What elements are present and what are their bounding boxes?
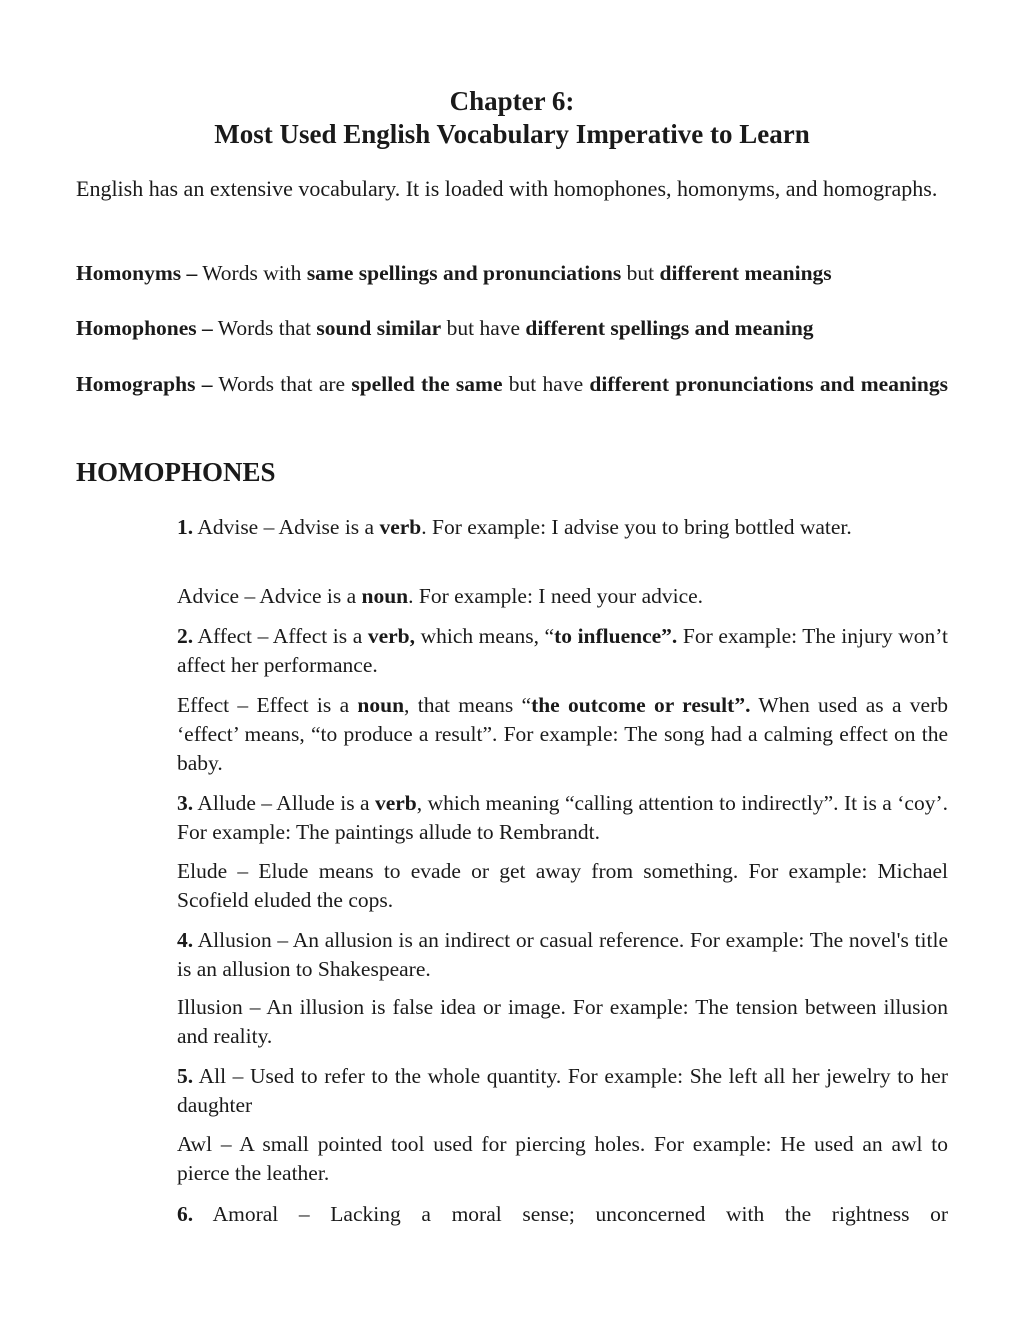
body-text: Words that bbox=[212, 316, 317, 340]
intro-paragraph: English has an extensive vocabulary. It is loaded with homophones, homonyms, and homographs. bbox=[76, 176, 938, 201]
homophone-entry bbox=[177, 622, 948, 680]
emphasis-text: different spellings and meaning bbox=[525, 316, 814, 340]
body-text: For example: The injury won’t affect her performance. bbox=[177, 624, 948, 677]
emphasis-text: spelled the same bbox=[351, 372, 503, 396]
emphasis-text: different pronunciations and meanings bbox=[589, 372, 948, 396]
definition-homonyms bbox=[76, 258, 948, 288]
homophone-entry bbox=[177, 582, 948, 611]
body-text: , that means “ bbox=[404, 693, 532, 717]
body-text: , which meaning “calling attention to indirectly”. It is a ‘coy’. For example: The paintings allude to Rembrandt. bbox=[177, 791, 949, 844]
definition-term: Homophones – bbox=[76, 316, 213, 340]
body-text: but have bbox=[441, 316, 526, 340]
body-text: Advice – Advice is a bbox=[177, 584, 362, 608]
entry-number: 6. bbox=[177, 1202, 194, 1226]
body-text: Words that are bbox=[212, 372, 352, 396]
homophone-entry bbox=[177, 1200, 948, 1229]
body-text: Effect – Effect is a bbox=[177, 693, 358, 717]
homophone-entry bbox=[177, 513, 948, 542]
body-text: Allude – Allude is a bbox=[193, 791, 375, 815]
homophone-entry bbox=[177, 993, 948, 1051]
homophone-entry bbox=[177, 1130, 948, 1188]
emphasis-text: same spellings and pronunciations bbox=[306, 261, 622, 285]
emphasis-text: to influence”. bbox=[554, 624, 678, 648]
body-text: . For example: I need your advice. bbox=[408, 584, 704, 608]
entry-number: 2. bbox=[177, 624, 194, 648]
definition-homophones bbox=[76, 313, 948, 343]
definition-homographs bbox=[76, 369, 948, 399]
homophone-entry bbox=[177, 926, 948, 984]
body-text: Illusion – An illusion is false idea or image. For example: The tension between illusion and reality. bbox=[177, 995, 948, 1048]
chapter-label: Chapter 6: bbox=[449, 86, 575, 116]
section-heading-homophones: HOMOPHONES bbox=[76, 457, 276, 487]
entry-number: 5. bbox=[177, 1064, 194, 1088]
body-text: Advise – Advise is a bbox=[193, 515, 380, 539]
body-text: Elude – Elude means to evade or get away from something. For example: Michael Scofield eluded the cops. bbox=[177, 859, 948, 912]
body-text: Awl – A small pointed tool used for piercing holes. For example: He used an awl to pierce the leather. bbox=[177, 1132, 948, 1185]
entry-number: 3. bbox=[177, 791, 194, 815]
homophone-entry bbox=[177, 789, 948, 847]
body-text: When used as a verb ‘effect’ means, “to produce a result”. For example: The song had a calming effect on the baby. bbox=[177, 693, 948, 775]
emphasis-text: the outcome or result”. bbox=[531, 693, 751, 717]
definition-term: Homographs – bbox=[76, 372, 213, 396]
emphasis-text: noun bbox=[357, 693, 405, 717]
homophone-entry bbox=[177, 857, 948, 915]
entry-number: 1. bbox=[177, 515, 194, 539]
body-text: but bbox=[621, 261, 660, 285]
body-text: but have bbox=[502, 372, 590, 396]
body-text: which means, “ bbox=[415, 624, 555, 648]
body-text: Words with bbox=[197, 261, 307, 285]
homophone-entry bbox=[177, 1062, 948, 1120]
emphasis-text: verb, bbox=[367, 624, 415, 648]
body-text: All – Used to refer to the whole quantity. For example: She left all her jewelry to her daughter bbox=[177, 1064, 948, 1117]
emphasis-text: different meanings bbox=[659, 261, 832, 285]
chapter-title: Most Used English Vocabulary Imperative to Learn bbox=[214, 119, 810, 149]
homophone-entry bbox=[177, 691, 948, 778]
body-text: Affect – Affect is a bbox=[193, 624, 368, 648]
body-text: Allusion – An allusion is an indirect or casual reference. For example: The novel's title is an allusion to Shakespeare. bbox=[177, 928, 948, 981]
emphasis-text: verb bbox=[379, 515, 422, 539]
entry-number: 4. bbox=[177, 928, 194, 952]
emphasis-text: verb bbox=[374, 791, 417, 815]
body-text: . For example: I advise you to bring bottled water. bbox=[421, 515, 852, 539]
definition-term: Homonyms – bbox=[76, 261, 198, 285]
emphasis-text: sound similar bbox=[316, 316, 442, 340]
emphasis-text: noun bbox=[361, 584, 409, 608]
body-text: Amoral – Lacking a moral sense; unconcerned with the rightness or bbox=[193, 1202, 948, 1226]
